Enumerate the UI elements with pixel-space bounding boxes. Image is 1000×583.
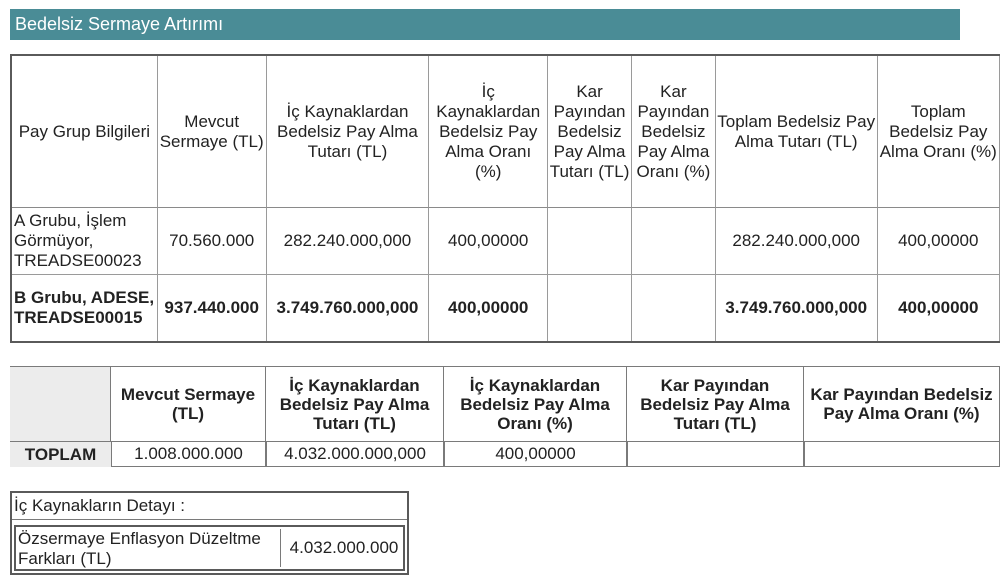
dividend-ratio-cell	[632, 208, 716, 275]
current-capital-cell: 70.560.000	[158, 208, 267, 275]
col-header-current-capital: Mevcut Sermaye (TL)	[158, 56, 267, 208]
total-ratio-cell: 400,00000	[878, 208, 1000, 275]
dividend-amount-cell	[548, 208, 632, 275]
totals-table	[10, 366, 1000, 467]
dividend-amount-cell	[548, 275, 632, 341]
internal-sources-item-value: 4.032.000.000	[289, 538, 399, 557]
totals-dividend-ratio	[804, 442, 1000, 467]
share-group-table-viewport	[10, 54, 997, 342]
group-cell: A Grubu, İşlem Görmüyor, TREADSE00023	[12, 208, 158, 275]
current-capital-cell: 937.440.000	[158, 275, 267, 341]
col-header-total-amount: Toplam Bedelsiz Pay Alma Tutarı (TL)	[716, 56, 878, 208]
dividend-ratio-cell	[632, 275, 716, 341]
internal-sources-heading: İç Kaynakların Detayı :	[14, 496, 186, 515]
page-title: Bedelsiz Sermaye Artırımı	[10, 9, 960, 40]
col-header-internal-ratio: İç Kaynaklardan Bedelsiz Pay Alma Oranı (%)	[429, 56, 548, 208]
internal-ratio-cell: 400,00000	[429, 275, 548, 341]
col-header-dividend-amount: Kar Payından Bedelsiz Pay Alma Tutarı (TL)	[548, 56, 632, 208]
totals-internal-ratio: 400,00000	[444, 442, 627, 467]
internal-sources-item-label: Özsermaye Enflasyon Düzeltme Farkları (TL)	[18, 529, 281, 567]
table-row	[12, 208, 1000, 275]
internal-amount-cell: 3.749.760.000,000	[267, 275, 430, 341]
divider	[12, 519, 407, 520]
total-ratio-cell: 400,00000	[878, 275, 1000, 341]
totals-dividend-amount	[627, 442, 804, 467]
totals-col-header-dividend-ratio: Kar Payından Bedelsiz Pay Alma Oranı (%)	[804, 367, 1000, 442]
totals-col-header-current-capital: Mevcut Sermaye (TL)	[111, 367, 266, 442]
table-row	[12, 275, 1000, 341]
totals-header-blank	[10, 367, 111, 442]
totals-col-header-dividend-amount: Kar Payından Bedelsiz Pay Alma Tutarı (TL)	[627, 367, 804, 442]
internal-sources-row	[14, 525, 405, 571]
totals-header-row	[10, 367, 1000, 442]
totals-label: TOPLAM	[10, 442, 111, 467]
internal-amount-cell: 282.240.000,000	[267, 208, 430, 275]
internal-ratio-cell: 400,00000	[429, 208, 548, 275]
col-header-group: Pay Grup Bilgileri	[12, 56, 158, 208]
table-header-row	[12, 56, 1000, 208]
col-header-total-ratio: Toplam Bedelsiz Pay Alma Oranı (%)	[878, 56, 1000, 208]
totals-col-header-internal-amount: İç Kaynaklardan Bedelsiz Pay Alma Tutarı (TL)	[266, 367, 444, 442]
col-header-internal-amount: İç Kaynaklardan Bedelsiz Pay Alma Tutarı (TL)	[267, 56, 430, 208]
share-group-table	[10, 54, 1000, 343]
totals-row	[10, 442, 1000, 467]
totals-table-viewport	[10, 366, 993, 464]
group-cell: B Grubu, ADESE, TREADSE00015	[12, 275, 158, 341]
total-amount-cell: 3.749.760.000,000	[716, 275, 878, 341]
col-header-dividend-ratio: Kar Payından Bedelsiz Pay Alma Oranı (%)	[632, 56, 716, 208]
totals-col-header-internal-ratio: İç Kaynaklardan Bedelsiz Pay Alma Oranı (%)	[444, 367, 627, 442]
total-amount-cell: 282.240.000,000	[716, 208, 878, 275]
totals-current-capital: 1.008.000.000	[111, 442, 266, 467]
internal-sources-detail	[10, 491, 409, 575]
totals-internal-amount: 4.032.000.000,000	[266, 442, 444, 467]
